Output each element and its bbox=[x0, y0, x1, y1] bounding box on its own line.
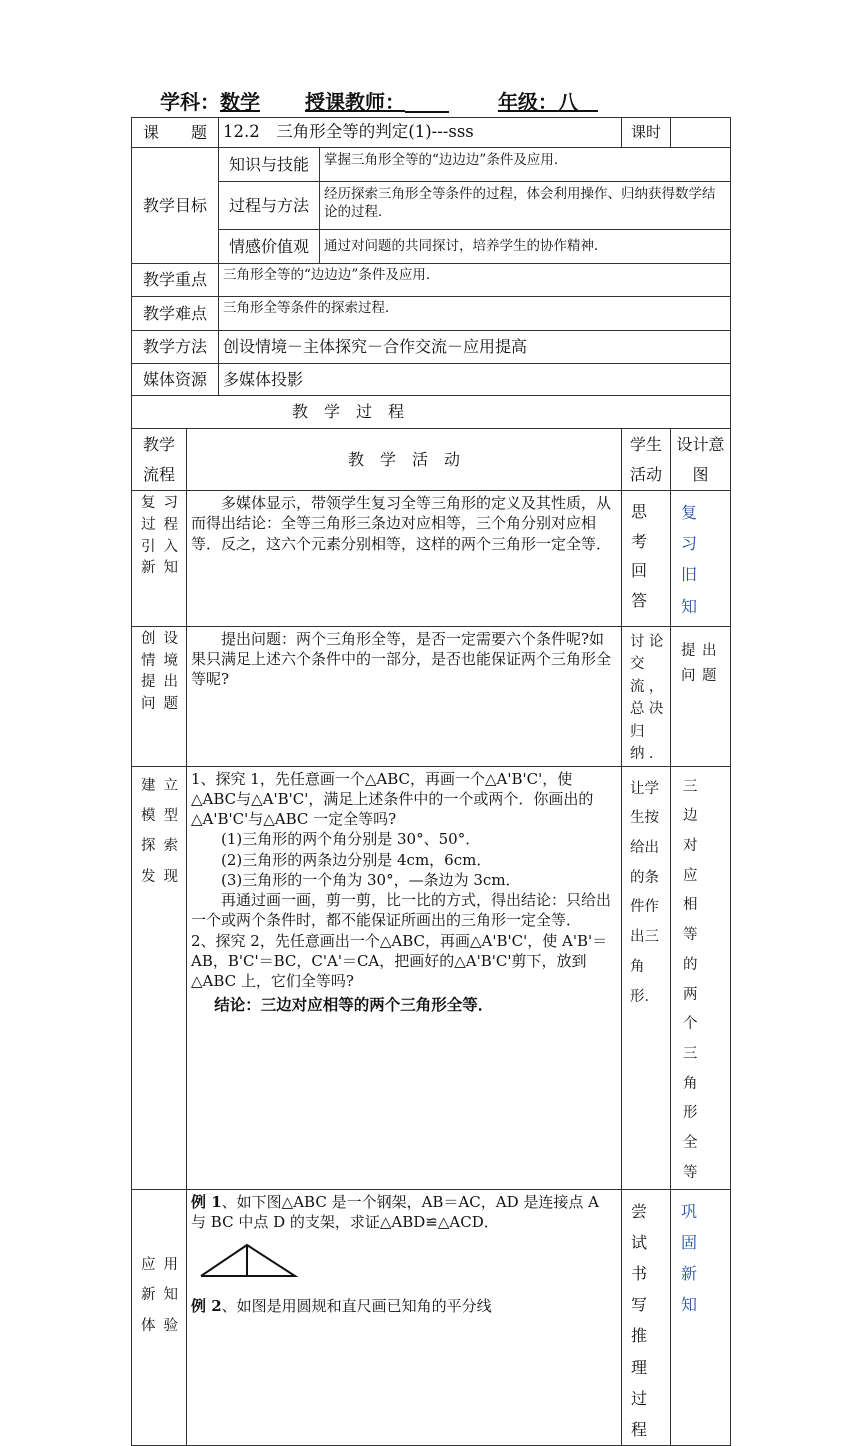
stage-explore-row bbox=[132, 766, 731, 1189]
stage-review-text: 多媒体显示，带领学生复习全等三角形的定义及其性质，从而得出结论：全等三角形三条边对应相等，三个角分别对应相等．反之，这六个元素分别相等，这样的两个三角形一定全等． bbox=[191, 494, 612, 553]
method-label: 教学方法 bbox=[132, 331, 219, 364]
explore-conclusion: 结论：三边对应相等的两个三角形全等． bbox=[214, 996, 494, 1015]
goal1-row bbox=[132, 148, 731, 182]
stage-question-intent: 提出问题 bbox=[671, 626, 731, 766]
col-student-header: 学生活动 bbox=[622, 429, 671, 491]
difficulty-label: 教学难点 bbox=[132, 297, 219, 331]
key-row bbox=[132, 264, 731, 297]
key-value: 三角形全等的“边边边”条件及应用． bbox=[219, 264, 731, 297]
goal2-value: 经历探索三角形全等条件的过程，体会利用操作、归纳获得数学结论的过程． bbox=[320, 182, 731, 230]
goal1-label: 知识与技能 bbox=[219, 148, 320, 182]
stage-question-student: 讨论交流，总决归纳． bbox=[622, 626, 671, 766]
method-value: 创设情境－主体探究－合作交流－应用提高 bbox=[219, 331, 731, 364]
example-2-label: 例 2 bbox=[191, 1297, 222, 1316]
stage-apply-student: 尝试书写推理过程 bbox=[622, 1189, 671, 1446]
goal2-label: 过程与方法 bbox=[219, 182, 320, 230]
stage-review-flow: 复习过程引入新知 bbox=[132, 491, 187, 627]
goals-label: 教学目标 bbox=[132, 148, 219, 264]
difficulty-value: 三角形全等条件的探索过程． bbox=[219, 297, 731, 331]
process-title: 教 学 过 程 bbox=[132, 396, 731, 429]
goal3-label: 情感价值观 bbox=[219, 230, 320, 264]
explore-para-1: 1、探究 1，先任意画一个△ABC，再画一个△A'B'C'，使△ABC与△A'B'C'，满足上述条件中的一个或两个．你画出的△A'B'C'与△ABC 一定全等吗? bbox=[191, 769, 594, 829]
teacher-label: 授课教师： bbox=[304, 90, 405, 114]
process-header-row bbox=[132, 429, 731, 491]
subject-value: 数学 bbox=[220, 90, 260, 114]
stage-apply-flow: 应用新知体验 bbox=[132, 1189, 187, 1446]
example-2-text: 、如图是用圆规和直尺画已知角的平分线 bbox=[221, 1297, 492, 1316]
stage-review-student: 思考回答 bbox=[622, 491, 671, 627]
col-activity-header: 教 学 活 动 bbox=[187, 429, 622, 491]
process-title-row bbox=[132, 396, 731, 429]
stage-question-activity bbox=[187, 626, 622, 766]
explore-item-1: (1)三角形的两个角分别是 30°、50°． bbox=[221, 830, 481, 849]
grade-label: 年级： bbox=[497, 90, 558, 114]
topic-row bbox=[132, 118, 731, 148]
media-row bbox=[132, 364, 731, 396]
explore-item-2: (2)三角形的两条边分别是 4cm，6cm． bbox=[221, 850, 492, 869]
goal3-value: 通过对问题的共同探讨，培养学生的协作精神． bbox=[320, 230, 731, 264]
stage-explore-activity bbox=[187, 766, 622, 1189]
col-intent-header: 设计意图 bbox=[671, 429, 731, 491]
stage-explore-student: 让学生按给出的条件作出三角形． bbox=[622, 766, 671, 1189]
stage-review-activity bbox=[187, 491, 622, 627]
example-1-text: 、如下图△ABC 是一个钢架，AB＝AC，AD 是连接点 A 与 BC 中点 D 的支架，求证△ABD≌△ACD． bbox=[191, 1192, 599, 1231]
goal2-row bbox=[132, 182, 731, 230]
stage-apply-row bbox=[132, 1189, 731, 1446]
stage-apply-intent: 巩固新知 bbox=[671, 1189, 731, 1446]
stage-explore-intent: 三边对应相等的两个三角形全等 bbox=[671, 766, 731, 1189]
stage-explore-flow: 建立模型探索发现 bbox=[132, 766, 187, 1189]
explore-para-2: 再通过画一画，剪一剪，比一比的方式，得出结论：只给出一个或两个条件时，都不能保证所画出的三角形一定全等． bbox=[191, 891, 612, 930]
stage-review-intent: 复习旧知 bbox=[671, 491, 731, 627]
goal3-row bbox=[132, 230, 731, 264]
difficulty-row bbox=[132, 297, 731, 331]
teacher-blank bbox=[405, 91, 449, 113]
goal1-value: 掌握三角形全等的“边边边”条件及应用． bbox=[320, 148, 731, 182]
explore-para-3: 2、探究 2，先任意画出一个△ABC，再画△A'B'C'，使 A'B'＝AB，B'C'＝BC，C'A'＝CA，把画好的△A'B'C'剪下，放到△ABC 上，它们全等吗? bbox=[191, 931, 608, 991]
period-value bbox=[671, 118, 731, 148]
page-header bbox=[160, 86, 598, 115]
topic-label: 课 题 bbox=[132, 118, 219, 148]
grade-value: 八 bbox=[557, 90, 578, 114]
stage-question-row bbox=[132, 626, 731, 766]
key-label: 教学重点 bbox=[132, 264, 219, 297]
period-label: 课时 bbox=[622, 118, 671, 148]
media-label: 媒体资源 bbox=[132, 364, 219, 396]
example-1-label: 例 1 bbox=[191, 1192, 222, 1211]
stage-question-text: 提出问题：两个三角形全等，是否一定需要六个条件呢?如果只满足上述六个条件中的一部分，是否也能保证两个三角形全等呢? bbox=[191, 629, 612, 689]
stage-question-flow: 创设情境提出问题 bbox=[132, 626, 187, 766]
explore-item-3: (3)三角形的一个角为 30°，—条边为 3cm． bbox=[221, 870, 521, 889]
subject-label: 学科： bbox=[160, 90, 220, 114]
stage-apply-activity bbox=[187, 1189, 622, 1446]
media-value: 多媒体投影 bbox=[219, 364, 731, 396]
topic-value: 12.2 三角形全等的判定(1)---sss bbox=[219, 118, 622, 148]
triangle-diagram bbox=[199, 1242, 299, 1282]
stage-review-row bbox=[132, 491, 731, 627]
method-row bbox=[132, 331, 731, 364]
lesson-plan-table bbox=[131, 117, 731, 1446]
col-flow-header: 教学流程 bbox=[132, 429, 187, 491]
